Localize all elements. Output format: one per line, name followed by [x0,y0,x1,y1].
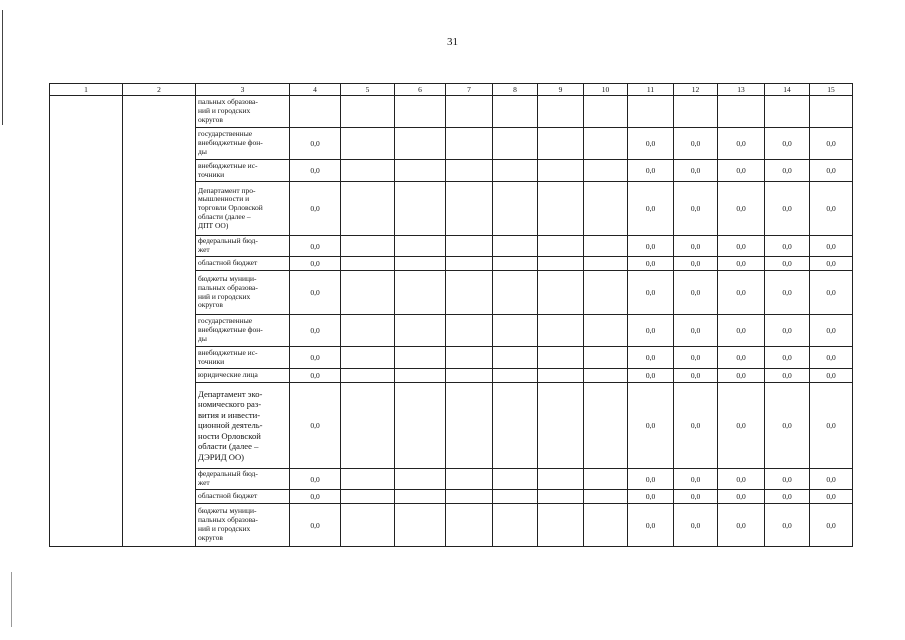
value-cell [810,96,853,128]
empty-cell [538,182,584,236]
value-cell: 0,0 [810,469,853,490]
empty-cell [395,271,446,315]
empty-cell [538,490,584,504]
empty-cell [446,383,493,469]
empty-cell [493,271,538,315]
value-cell: 0,0 [674,315,718,347]
value-cell: 0,0 [628,315,674,347]
empty-cell [446,490,493,504]
header-row [50,84,853,96]
value-cell: 0,0 [810,369,853,383]
value-cell: 0,0 [718,315,765,347]
value-cell: 0,0 [674,160,718,182]
value-cell: 0,0 [765,315,810,347]
table-row [50,96,853,128]
value-cell: 0,0 [718,128,765,160]
empty-cell [493,469,538,490]
value-cell: 0,0 [674,469,718,490]
empty-cell [584,271,628,315]
empty-cell [493,160,538,182]
empty-cell [446,236,493,257]
value-cell: 0,0 [290,347,341,369]
value-cell [765,96,810,128]
empty-cell [446,257,493,271]
empty-cell [493,96,538,128]
empty-cell [538,271,584,315]
value-cell: 0,0 [628,182,674,236]
value-cell: 0,0 [674,182,718,236]
empty-cell [395,96,446,128]
value-cell: 0,0 [628,236,674,257]
empty-cell [395,182,446,236]
value-cell [674,96,718,128]
column-header: 1 [50,84,123,96]
value-cell: 0,0 [765,182,810,236]
value-cell [628,96,674,128]
value-cell: 0,0 [810,490,853,504]
empty-cell [538,96,584,128]
empty-cell [446,504,493,547]
empty-cell [493,383,538,469]
empty-cell [341,128,395,160]
empty-cell [493,347,538,369]
empty-cell [446,96,493,128]
value-cell: 0,0 [765,347,810,369]
empty-cell [395,504,446,547]
value-cell: 0,0 [718,383,765,469]
value-cell: 0,0 [765,257,810,271]
value-cell: 0,0 [765,128,810,160]
value-cell: 0,0 [718,504,765,547]
value-cell: 0,0 [674,383,718,469]
empty-cell [395,236,446,257]
empty-cell [538,383,584,469]
empty-cell [493,257,538,271]
row-label: внебюджетные ис- точники [196,160,290,182]
empty-cell [493,182,538,236]
value-cell: 0,0 [810,160,853,182]
value-cell: 0,0 [290,160,341,182]
empty-cell [538,160,584,182]
empty-cell [341,490,395,504]
empty-cell [538,347,584,369]
value-cell: 0,0 [810,347,853,369]
empty-cell [341,96,395,128]
empty-cell [538,369,584,383]
row-label: юридические лица [196,369,290,383]
value-cell: 0,0 [674,271,718,315]
empty-cell [341,271,395,315]
empty-cell [584,504,628,547]
empty-cell [493,369,538,383]
empty-cell [493,236,538,257]
empty-cell [446,369,493,383]
value-cell: 0,0 [765,236,810,257]
value-cell: 0,0 [765,383,810,469]
row-label: бюджеты муници- пальных образова- ний и городских округов [196,504,290,547]
empty-cell [538,257,584,271]
empty-cell [493,315,538,347]
value-cell: 0,0 [628,160,674,182]
value-cell: 0,0 [718,469,765,490]
empty-cell [584,490,628,504]
empty-cell [446,128,493,160]
empty-cell [584,315,628,347]
value-cell: 0,0 [810,315,853,347]
empty-cell [395,160,446,182]
value-cell: 0,0 [674,236,718,257]
row-label: областной бюджет [196,257,290,271]
value-cell: 0,0 [810,271,853,315]
value-cell: 0,0 [765,160,810,182]
value-cell [718,96,765,128]
empty-cell [395,128,446,160]
value-cell: 0,0 [810,128,853,160]
value-cell: 0,0 [290,257,341,271]
value-cell: 0,0 [718,347,765,369]
empty-cell [341,383,395,469]
column-header: 13 [718,84,765,96]
value-cell: 0,0 [718,182,765,236]
value-cell: 0,0 [718,490,765,504]
empty-cell [395,383,446,469]
value-cell: 0,0 [765,271,810,315]
empty-cell [395,369,446,383]
empty-cell [341,182,395,236]
value-cell: 0,0 [810,257,853,271]
empty-cell [584,257,628,271]
empty-cell [584,128,628,160]
value-cell: 0,0 [628,490,674,504]
empty-cell [446,160,493,182]
value-cell: 0,0 [628,128,674,160]
value-cell: 0,0 [674,257,718,271]
empty-cell [493,490,538,504]
column-header: 10 [584,84,628,96]
empty-cell [538,315,584,347]
value-cell: 0,0 [765,369,810,383]
empty-cell [341,160,395,182]
value-cell: 0,0 [674,369,718,383]
empty-cell [493,504,538,547]
value-cell: 0,0 [290,469,341,490]
empty-cell [538,469,584,490]
value-cell: 0,0 [718,271,765,315]
column-header: 9 [538,84,584,96]
value-cell: 0,0 [628,347,674,369]
column-header: 5 [341,84,395,96]
value-cell: 0,0 [290,383,341,469]
value-cell: 0,0 [674,504,718,547]
row-label: Департамент про- мышленности и торговли Орловской области (далее – ДПТ ОО) [196,182,290,236]
empty-cell [584,96,628,128]
empty-cell [446,271,493,315]
value-cell: 0,0 [628,504,674,547]
empty-cell [584,347,628,369]
value-cell: 0,0 [718,236,765,257]
row-label: федеральный бюд- жет [196,469,290,490]
empty-cell [341,369,395,383]
empty-cell [395,469,446,490]
empty-cell [341,469,395,490]
column-header: 11 [628,84,674,96]
empty-cell [395,347,446,369]
row-label: федеральный бюд- жет [196,236,290,257]
left-edge-scan-mark [2,10,3,125]
page-number: 31 [447,36,458,48]
empty-cell [446,347,493,369]
value-cell: 0,0 [290,369,341,383]
empty-cell [493,128,538,160]
empty-cell [341,315,395,347]
empty-cell [341,347,395,369]
column-header: 6 [395,84,446,96]
value-cell: 0,0 [674,347,718,369]
column-header: 12 [674,84,718,96]
column-2-merged-cell [123,96,196,547]
left-edge-scan-mark-lower [11,572,12,627]
value-cell: 0,0 [628,271,674,315]
empty-cell [584,236,628,257]
value-cell: 0,0 [674,128,718,160]
row-label: пальных образова- ний и городских округов [196,96,290,128]
column-header: 3 [196,84,290,96]
empty-cell [395,257,446,271]
empty-cell [584,383,628,469]
value-cell: 0,0 [290,504,341,547]
value-cell: 0,0 [810,504,853,547]
value-cell: 0,0 [290,236,341,257]
row-label: Департамент эко- номического раз- вития и инвести- ционной деятель- ности Орловской области (далее – ДЭРИД ОО) [196,383,290,469]
row-label: бюджеты муници- пальных образова- ний и городских округов [196,271,290,315]
budget-table [49,83,853,547]
value-cell: 0,0 [718,257,765,271]
value-cell: 0,0 [810,383,853,469]
value-cell: 0,0 [628,469,674,490]
column-header: 2 [123,84,196,96]
value-cell: 0,0 [628,257,674,271]
row-label: областной бюджет [196,490,290,504]
value-cell: 0,0 [290,271,341,315]
column-header: 4 [290,84,341,96]
empty-cell [584,469,628,490]
empty-cell [446,469,493,490]
value-cell: 0,0 [765,490,810,504]
value-cell: 0,0 [765,469,810,490]
value-cell: 0,0 [290,128,341,160]
column-1-merged-cell [50,96,123,547]
empty-cell [538,128,584,160]
column-header: 8 [493,84,538,96]
empty-cell [395,315,446,347]
empty-cell [584,160,628,182]
column-header: 14 [765,84,810,96]
empty-cell [395,490,446,504]
value-cell: 0,0 [674,490,718,504]
row-label: внебюджетные ис- точники [196,347,290,369]
row-label: государственные внебюджетные фон- ды [196,315,290,347]
empty-cell [341,257,395,271]
value-cell: 0,0 [290,182,341,236]
empty-cell [538,504,584,547]
empty-cell [446,315,493,347]
value-cell: 0,0 [718,160,765,182]
column-header: 15 [810,84,853,96]
empty-cell [538,236,584,257]
empty-cell [341,236,395,257]
value-cell: 0,0 [810,182,853,236]
value-cell: 0,0 [765,504,810,547]
empty-cell [584,369,628,383]
row-label: государственные внебюджетные фон- ды [196,128,290,160]
value-cell [290,96,341,128]
value-cell: 0,0 [628,369,674,383]
value-cell: 0,0 [290,490,341,504]
column-header: 7 [446,84,493,96]
empty-cell [584,182,628,236]
value-cell: 0,0 [810,236,853,257]
value-cell: 0,0 [628,383,674,469]
value-cell: 0,0 [718,369,765,383]
empty-cell [446,182,493,236]
value-cell: 0,0 [290,315,341,347]
empty-cell [341,504,395,547]
